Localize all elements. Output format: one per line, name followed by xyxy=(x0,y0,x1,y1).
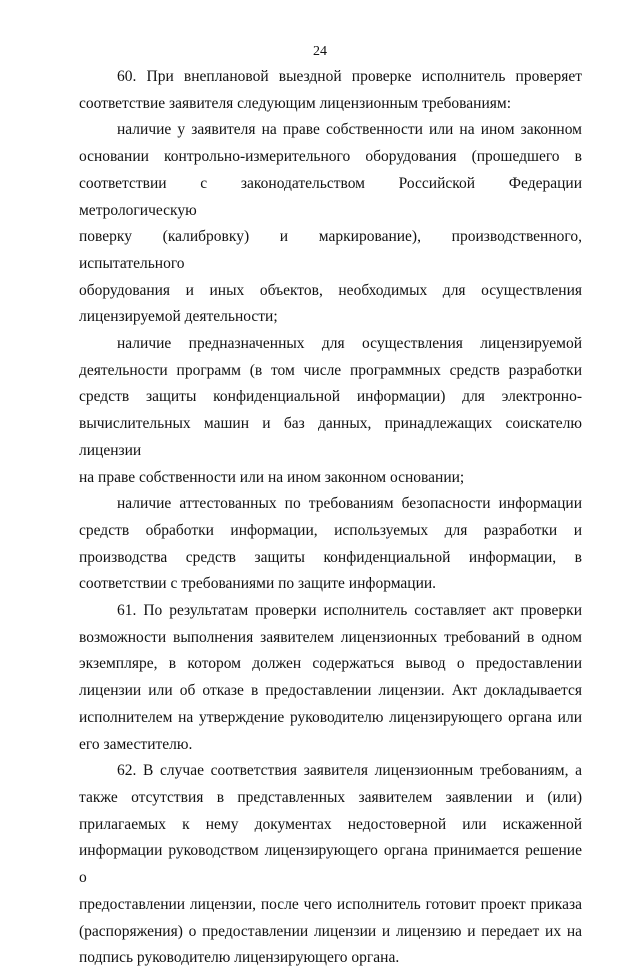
text-line: прилагаемых к нему документах недостоверной или искаженной xyxy=(79,815,582,833)
text-line: исполнителем на утверждение руководителю лицензирующего органа или xyxy=(79,708,582,726)
text-line: лицензируемой деятельности; xyxy=(79,308,278,326)
text-line: подпись руководителю лицензирующего органа. xyxy=(79,949,400,967)
text-line: 61. По результатам проверки исполнитель составляет акт проверки xyxy=(117,602,582,620)
text-line: средств защиты конфиденциальной информации) для электронно- xyxy=(79,388,582,406)
text-line: его заместителю. xyxy=(79,735,193,753)
paragraph-62 xyxy=(79,758,582,972)
text-line: наличие у заявителя на праве собственности или на ином законном xyxy=(117,121,582,139)
text-line: экземпляре, в котором должен содержаться вывод о предоставлении xyxy=(79,655,582,673)
paragraph-certified-tools xyxy=(79,491,582,598)
page-number: 24 xyxy=(313,44,327,59)
paragraph-equipment xyxy=(79,117,582,331)
text-line: (распоряжения) о предоставлении лицензии и лицензию и передает их на xyxy=(79,922,582,940)
text-line: 62. В случае соответствия заявителя лицензионным требованиям, а xyxy=(117,762,582,780)
text-line: деятельности программ (в том числе программных средств разработки xyxy=(79,361,582,379)
text-line: 60. При внеплановой выездной проверке исполнитель проверяет xyxy=(117,68,582,85)
text-line: информации руководством лицензирующего органа принимается решение о xyxy=(79,842,582,887)
text-line: наличие предназначенных для осуществления лицензируемой xyxy=(117,335,582,353)
text-line: на праве собственности или на ином законном основании; xyxy=(79,468,465,486)
text-line: наличие аттестованных по требованиям безопасности информации xyxy=(117,495,582,513)
text-line: вычислительных машин и баз данных, принадлежащих соискателю лицензии xyxy=(79,415,582,459)
text-line: возможности выполнения заявителем лицензионных требований в одном xyxy=(79,628,582,646)
paragraph-60 xyxy=(79,64,582,117)
text-line: соответствии с требованиями по защите информации. xyxy=(79,575,437,593)
text-line: производства средств защиты конфиденциальной информации, в xyxy=(79,548,582,566)
text-line: основании контрольно-измерительного оборудования (прошедшего в xyxy=(79,148,582,166)
text-line: соответствии с законодательством Российской Федерации метрологическую xyxy=(79,174,582,219)
text-line: средств обработки информации, используемых для разработки и xyxy=(79,521,582,539)
text-line: также отсутствия в представленных заявителем заявлении и (или) xyxy=(79,788,582,806)
paragraph-software xyxy=(79,331,582,491)
text-line: поверку (калибровку) и маркирование), производственного, испытательного xyxy=(79,228,582,272)
text-line: предоставлении лицензии, после чего исполнитель готовит проект приказа xyxy=(79,895,582,913)
text-line: лицензии или об отказе в предоставлении лицензии. Акт докладывается xyxy=(79,682,582,700)
text-line: соответствие заявителя следующим лицензионным требованиям: xyxy=(79,94,512,112)
text-line: оборудования и иных объектов, необходимых для осуществления xyxy=(79,281,582,299)
document-body xyxy=(79,64,582,972)
paragraph-61 xyxy=(79,598,582,758)
